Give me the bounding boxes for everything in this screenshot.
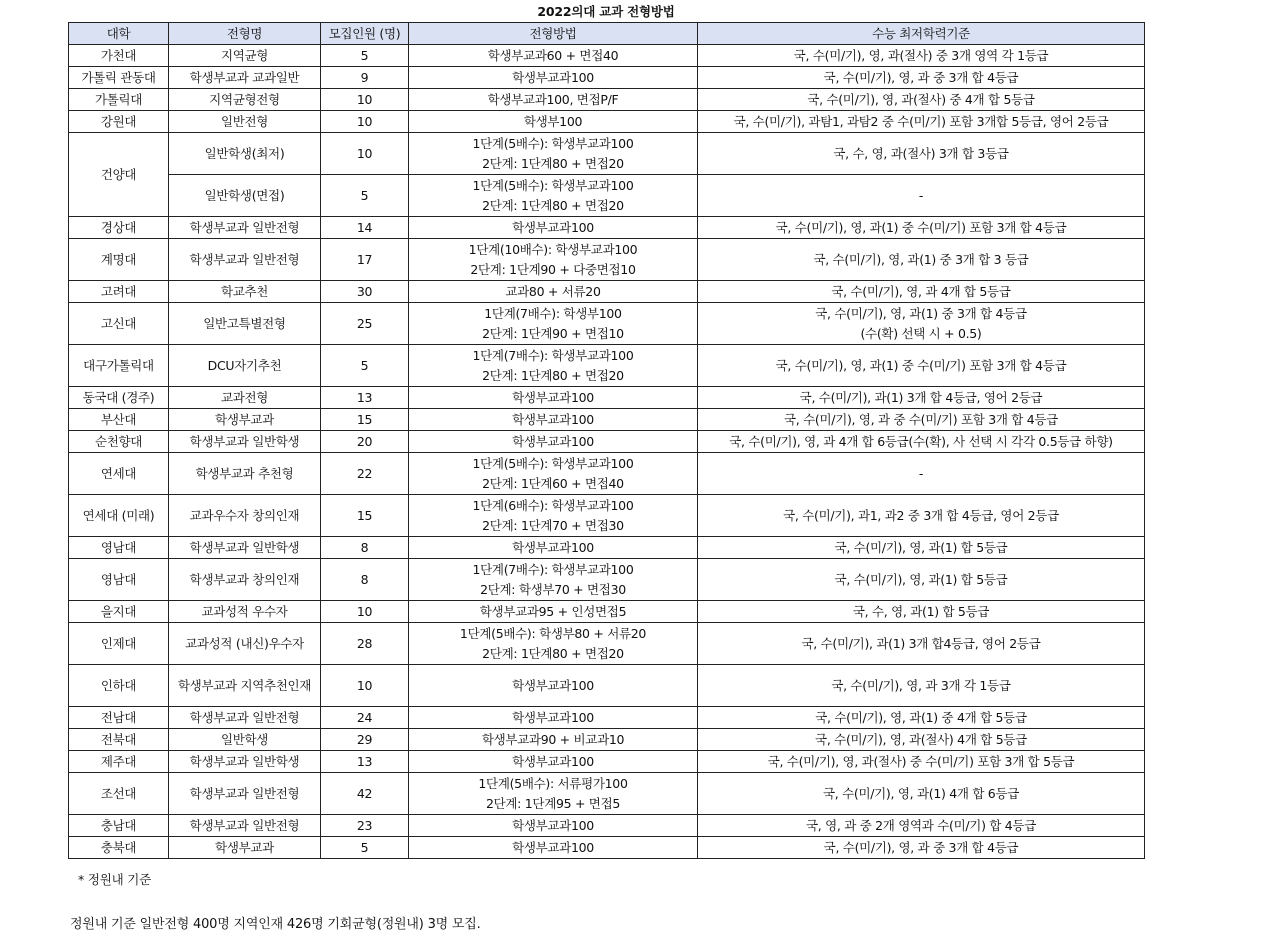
cell-quota: 24 — [321, 707, 409, 729]
requirement-line: 국, 수(미/기), 영, 과(1) 합 5등급 — [834, 539, 1008, 555]
cell-admission-name: 일반학생(면접) — [169, 175, 321, 217]
cell-admission-name: 지역균형 — [169, 45, 321, 67]
table-row — [69, 837, 1145, 859]
header-admission-name: 전형명 — [169, 23, 321, 45]
method-line: 학생부교과100, 면접P/F — [487, 91, 619, 107]
cell-min-requirement — [698, 453, 1145, 495]
table-row — [69, 495, 1145, 537]
cell-method — [409, 387, 698, 409]
cell-admission-name: 일반학생 — [169, 729, 321, 751]
footnote: * 정원내 기준 — [78, 872, 151, 887]
cell-quota: 13 — [321, 751, 409, 773]
cell-method — [409, 45, 698, 67]
cell-university: 을지대 — [69, 601, 169, 623]
method-line: 2단계: 1단계95 + 면접5 — [485, 795, 621, 811]
cell-admission-name: 학생부교과 일반전형 — [169, 239, 321, 281]
cell-min-requirement — [698, 111, 1145, 133]
table-row — [69, 111, 1145, 133]
cell-university: 건양대 — [69, 133, 169, 217]
cell-method — [409, 409, 698, 431]
cell-min-requirement — [698, 751, 1145, 773]
summary-text: 정원내 기준 일반전형 400명 지역인재 426명 기회균형(정원내) 3명 모집. — [70, 917, 481, 932]
method-line: 학생부교과95 + 인성면접5 — [479, 603, 627, 619]
cell-university: 가톨릭대 — [69, 89, 169, 111]
cell-admission-name: 교과전형 — [169, 387, 321, 409]
cell-min-requirement — [698, 623, 1145, 665]
cell-min-requirement — [698, 665, 1145, 707]
method-line: 1단계(5배수): 학생부교과100 — [472, 135, 634, 151]
method-line: 1단계(5배수): 학생부교과100 — [472, 177, 634, 193]
table-row — [69, 623, 1145, 665]
cell-min-requirement — [698, 217, 1145, 239]
cell-method — [409, 559, 698, 601]
cell-quota: 29 — [321, 729, 409, 751]
cell-university: 제주대 — [69, 751, 169, 773]
cell-quota: 30 — [321, 281, 409, 303]
cell-admission-name: 일반학생(최저) — [169, 133, 321, 175]
cell-method — [409, 837, 698, 859]
cell-university: 조선대 — [69, 773, 169, 815]
requirement-line: 국, 수(미/기), 영, 과(1) 중 수(미/기) 포함 3개 합 4등급 — [775, 219, 1067, 235]
cell-admission-name: 학생부교과 추천형 — [169, 453, 321, 495]
cell-quota: 8 — [321, 537, 409, 559]
method-line: 학생부교과100 — [512, 817, 594, 833]
table-row — [69, 773, 1145, 815]
admissions-table — [68, 22, 1145, 859]
method-line: 학생부교과90 + 비교과10 — [481, 731, 625, 747]
method-line: 학생부교과100 — [512, 709, 594, 725]
cell-method — [409, 133, 698, 175]
cell-quota: 13 — [321, 387, 409, 409]
method-line: 1단계(5배수): 학생부80 + 서류20 — [459, 625, 647, 641]
cell-min-requirement — [698, 431, 1145, 453]
cell-min-requirement — [698, 601, 1145, 623]
requirement-line: 국, 수(미/기), 과탐1, 과탐2 중 수(미/기) 포함 3개합 5등급, 영어 2등급 — [733, 113, 1109, 129]
requirement-line: 국, 수(미/기), 영, 과(1) 합 5등급 — [834, 571, 1008, 587]
requirement-line: 국, 영, 과 중 2개 영역과 수(미/기) 합 4등급 — [806, 817, 1036, 833]
cell-method — [409, 495, 698, 537]
method-line: 2단계: 1단계80 + 면접20 — [482, 367, 624, 383]
requirement-line: 국, 수(미/기), 과(1) 3개 합4등급, 영어 2등급 — [801, 635, 1041, 651]
cell-min-requirement — [698, 409, 1145, 431]
requirement-line: 국, 수(미/기), 과1, 과2 중 3개 합 4등급, 영어 2등급 — [783, 507, 1059, 523]
header-quota: 모집인원 (명) — [321, 23, 409, 45]
table-row — [69, 387, 1145, 409]
cell-quota: 10 — [321, 133, 409, 175]
cell-method — [409, 281, 698, 303]
cell-university: 부산대 — [69, 409, 169, 431]
table-row — [69, 729, 1145, 751]
requirement-line: - — [918, 187, 924, 203]
requirement-line: 국, 수(미/기), 영, 과 4개 합 5등급 — [831, 283, 1011, 299]
cell-method — [409, 89, 698, 111]
table-row — [69, 217, 1145, 239]
cell-quota: 5 — [321, 175, 409, 217]
cell-quota: 5 — [321, 45, 409, 67]
cell-university: 계명대 — [69, 239, 169, 281]
cell-university: 인하대 — [69, 665, 169, 707]
cell-university: 경상대 — [69, 217, 169, 239]
cell-min-requirement — [698, 175, 1145, 217]
cell-quota: 9 — [321, 67, 409, 89]
cell-quota: 17 — [321, 239, 409, 281]
requirement-line: 국, 수(미/기), 영, 과(절사) 중 수(미/기) 포함 3개 합 5등급 — [767, 753, 1075, 769]
requirement-line: 국, 수(미/기), 영, 과 중 3개 합 4등급 — [823, 69, 1019, 85]
method-line: 2단계: 학생부70 + 면접30 — [480, 581, 626, 597]
cell-quota: 10 — [321, 89, 409, 111]
cell-method — [409, 431, 698, 453]
method-line: 학생부교과100 — [512, 433, 594, 449]
method-line: 학생부교과100 — [512, 389, 594, 405]
cell-method — [409, 111, 698, 133]
method-line: 1단계(7배수): 학생부100 — [484, 305, 622, 321]
method-line: 학생부100 — [523, 113, 583, 129]
cell-admission-name: 학생부교과 일반학생 — [169, 751, 321, 773]
cell-admission-name: 학생부교과 — [169, 837, 321, 859]
cell-university: 전남대 — [69, 707, 169, 729]
method-line: 학생부교과100 — [512, 539, 594, 555]
cell-method — [409, 623, 698, 665]
requirement-line: 국, 수(미/기), 영, 과 중 3개 합 4등급 — [823, 839, 1019, 855]
requirement-line: 국, 수(미/기), 영, 과(절사) 중 4개 합 5등급 — [807, 91, 1035, 107]
requirement-line: 국, 수(미/기), 영, 과(절사) 4개 합 5등급 — [815, 731, 1027, 747]
cell-min-requirement — [698, 837, 1145, 859]
cell-university: 충북대 — [69, 837, 169, 859]
cell-admission-name: DCU자기추천 — [169, 345, 321, 387]
cell-university: 연세대 — [69, 453, 169, 495]
table-row — [69, 175, 1145, 217]
table-row — [69, 281, 1145, 303]
cell-admission-name: 학생부교과 일반학생 — [169, 431, 321, 453]
method-line: 학생부교과100 — [512, 411, 594, 427]
cell-method — [409, 729, 698, 751]
cell-method — [409, 665, 698, 707]
cell-method — [409, 815, 698, 837]
method-line: 1단계(7배수): 학생부교과100 — [472, 561, 634, 577]
cell-method — [409, 303, 698, 345]
cell-university: 영남대 — [69, 537, 169, 559]
method-line: 학생부교과100 — [512, 69, 594, 85]
method-line: 학생부교과100 — [512, 753, 594, 769]
table-title: 2022의대 교과 전형방법 — [537, 4, 675, 19]
cell-method — [409, 239, 698, 281]
requirement-line: 국, 수(미/기), 과(1) 3개 합 4등급, 영어 2등급 — [799, 389, 1043, 405]
cell-university: 가천대 — [69, 45, 169, 67]
table-row — [69, 453, 1145, 495]
cell-quota: 10 — [321, 601, 409, 623]
cell-quota: 23 — [321, 815, 409, 837]
cell-min-requirement — [698, 815, 1145, 837]
cell-quota: 10 — [321, 665, 409, 707]
cell-university: 동국대 (경주) — [69, 387, 169, 409]
cell-admission-name: 학생부교과 교과일반 — [169, 67, 321, 89]
table-row — [69, 601, 1145, 623]
cell-university: 연세대 (미래) — [69, 495, 169, 537]
cell-university: 영남대 — [69, 559, 169, 601]
method-line: 2단계: 1단계80 + 면접20 — [482, 645, 624, 661]
cell-university: 순천향대 — [69, 431, 169, 453]
requirement-line: 국, 수(미/기), 영, 과(1) 중 3개 합 4등급 — [815, 305, 1027, 321]
cell-university: 가톨릭 관동대 — [69, 67, 169, 89]
cell-quota: 5 — [321, 345, 409, 387]
cell-admission-name: 학생부교과 지역추천인재 — [169, 665, 321, 707]
requirement-line: (수(확) 선택 시 + 0.5) — [860, 325, 982, 341]
cell-university: 대구가톨릭대 — [69, 345, 169, 387]
table-row — [69, 751, 1145, 773]
method-line: 2단계: 1단계90 + 면접10 — [482, 325, 624, 341]
table-body — [69, 45, 1145, 859]
method-line: 1단계(6배수): 학생부교과100 — [472, 497, 634, 513]
cell-admission-name: 지역균형전형 — [169, 89, 321, 111]
cell-quota: 5 — [321, 837, 409, 859]
cell-quota: 42 — [321, 773, 409, 815]
cell-admission-name: 학생부교과 — [169, 409, 321, 431]
cell-university: 고려대 — [69, 281, 169, 303]
cell-method — [409, 707, 698, 729]
cell-min-requirement — [698, 495, 1145, 537]
table-row — [69, 707, 1145, 729]
cell-method — [409, 537, 698, 559]
table-row — [69, 303, 1145, 345]
requirement-line: 국, 수(미/기), 영, 과 4개 합 6등급(수(확), 사 선택 시 각각 0.5등급 하향) — [729, 433, 1113, 449]
method-line: 1단계(10배수): 학생부교과100 — [468, 241, 638, 257]
cell-quota: 15 — [321, 495, 409, 537]
requirement-line: 국, 수, 영, 과(1) 합 5등급 — [852, 603, 990, 619]
cell-min-requirement — [698, 239, 1145, 281]
method-line: 2단계: 1단계80 + 면접20 — [482, 155, 624, 171]
method-line: 2단계: 1단계70 + 면접30 — [482, 517, 624, 533]
cell-admission-name: 학생부교과 일반학생 — [169, 537, 321, 559]
cell-min-requirement — [698, 559, 1145, 601]
cell-admission-name: 학생부교과 일반전형 — [169, 707, 321, 729]
method-line: 학생부교과100 — [512, 677, 594, 693]
cell-admission-name: 학교추천 — [169, 281, 321, 303]
method-line: 2단계: 1단계90 + 다중면접10 — [470, 261, 636, 277]
cell-admission-name: 학생부교과 창의인재 — [169, 559, 321, 601]
method-line: 학생부교과60 + 면접40 — [487, 47, 619, 63]
table-row — [69, 345, 1145, 387]
cell-quota: 20 — [321, 431, 409, 453]
requirement-line: 국, 수(미/기), 영, 과 중 수(미/기) 포함 3개 합 4등급 — [784, 411, 1058, 427]
cell-quota: 10 — [321, 111, 409, 133]
table-row — [69, 89, 1145, 111]
requirement-line: 국, 수(미/기), 영, 과(절사) 중 3개 영역 각 1등급 — [793, 47, 1049, 63]
table-row — [69, 239, 1145, 281]
cell-method — [409, 175, 698, 217]
cell-min-requirement — [698, 387, 1145, 409]
cell-min-requirement — [698, 303, 1145, 345]
cell-admission-name: 학생부교과 일반전형 — [169, 217, 321, 239]
cell-min-requirement — [698, 729, 1145, 751]
requirement-line: 국, 수(미/기), 영, 과(1) 중 수(미/기) 포함 3개 합 4등급 — [775, 357, 1067, 373]
cell-min-requirement — [698, 281, 1145, 303]
table-row — [69, 67, 1145, 89]
cell-university: 강원대 — [69, 111, 169, 133]
cell-university: 고신대 — [69, 303, 169, 345]
cell-min-requirement — [698, 773, 1145, 815]
cell-admission-name: 교과우수자 창의인재 — [169, 495, 321, 537]
cell-quota: 28 — [321, 623, 409, 665]
header-university: 대학 — [69, 23, 169, 45]
cell-quota: 25 — [321, 303, 409, 345]
cell-university: 인제대 — [69, 623, 169, 665]
requirement-line: 국, 수(미/기), 영, 과(1) 중 4개 합 5등급 — [815, 709, 1027, 725]
table-row — [69, 815, 1145, 837]
table-row — [69, 133, 1145, 175]
method-line: 1단계(5배수): 학생부교과100 — [472, 455, 634, 471]
cell-min-requirement — [698, 89, 1145, 111]
cell-admission-name: 일반고특별전형 — [169, 303, 321, 345]
cell-method — [409, 345, 698, 387]
header-row — [69, 23, 1145, 45]
cell-quota: 15 — [321, 409, 409, 431]
cell-min-requirement — [698, 345, 1145, 387]
cell-admission-name: 교과성적 (내신)우수자 — [169, 623, 321, 665]
table-row — [69, 665, 1145, 707]
cell-method — [409, 453, 698, 495]
cell-min-requirement — [698, 133, 1145, 175]
requirement-line: 국, 수(미/기), 영, 과(1) 중 3개 합 3 등급 — [813, 251, 1029, 267]
table-row — [69, 45, 1145, 67]
table-row — [69, 431, 1145, 453]
method-line: 2단계: 1단계80 + 면접20 — [482, 197, 624, 213]
cell-quota: 8 — [321, 559, 409, 601]
method-line: 1단계(7배수): 학생부교과100 — [472, 347, 634, 363]
method-line: 2단계: 1단계60 + 면접40 — [482, 475, 624, 491]
table-row — [69, 559, 1145, 601]
cell-admission-name: 학생부교과 일반전형 — [169, 815, 321, 837]
cell-min-requirement — [698, 537, 1145, 559]
cell-method — [409, 601, 698, 623]
cell-quota: 14 — [321, 217, 409, 239]
requirement-line: 국, 수(미/기), 영, 과(1) 4개 합 6등급 — [823, 785, 1019, 801]
requirement-line: - — [918, 465, 924, 481]
cell-university: 전북대 — [69, 729, 169, 751]
cell-admission-name: 일반전형 — [169, 111, 321, 133]
method-line: 학생부교과100 — [512, 839, 594, 855]
method-line: 학생부교과100 — [512, 219, 594, 235]
header-method: 전형방법 — [409, 23, 698, 45]
cell-method — [409, 751, 698, 773]
header-min-requirement: 수능 최저학력기준 — [698, 23, 1145, 45]
cell-method — [409, 67, 698, 89]
table-row — [69, 409, 1145, 431]
table-row — [69, 537, 1145, 559]
cell-method — [409, 773, 698, 815]
cell-min-requirement — [698, 67, 1145, 89]
cell-method — [409, 217, 698, 239]
method-line: 1단계(5배수): 서류평가100 — [478, 775, 628, 791]
cell-min-requirement — [698, 45, 1145, 67]
cell-university: 충남대 — [69, 815, 169, 837]
cell-admission-name: 학생부교과 일반전형 — [169, 773, 321, 815]
cell-admission-name: 교과성적 우수자 — [169, 601, 321, 623]
method-line: 교과80 + 서류20 — [505, 283, 601, 299]
requirement-line: 국, 수(미/기), 영, 과 3개 각 1등급 — [831, 677, 1011, 693]
requirement-line: 국, 수, 영, 과(절사) 3개 합 3등급 — [833, 145, 1009, 161]
cell-quota: 22 — [321, 453, 409, 495]
cell-min-requirement — [698, 707, 1145, 729]
